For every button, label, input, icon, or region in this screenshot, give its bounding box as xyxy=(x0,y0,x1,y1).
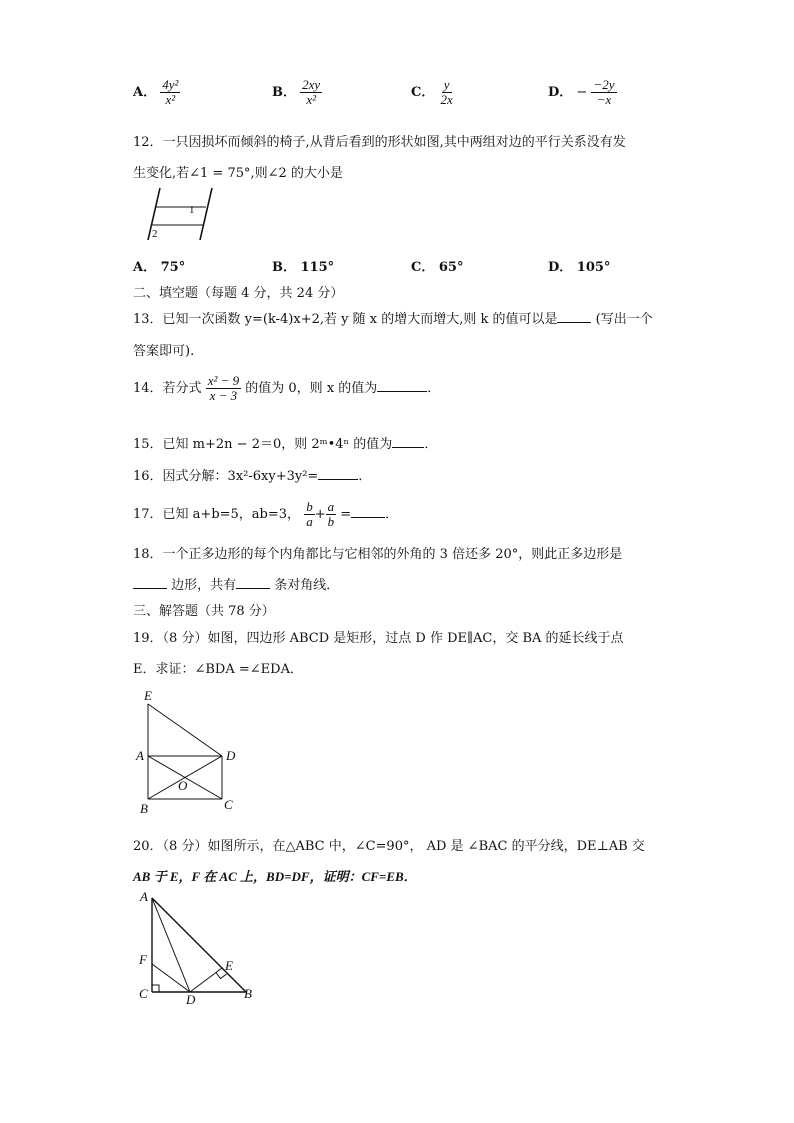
fraction-numerator: a xyxy=(327,499,335,514)
point-label-A: A xyxy=(140,890,148,904)
answer-blank xyxy=(557,310,591,323)
q18-text-b: 条对角线． xyxy=(274,578,340,593)
q12-option-b: B． 115° xyxy=(272,260,335,275)
point-label-C: C xyxy=(224,797,233,812)
q11-option-c xyxy=(411,78,455,107)
answer-blank xyxy=(318,467,358,480)
option-fraction xyxy=(439,78,455,107)
q20-line1: 20．（8 分）如图所示，在△ABC 中，∠C=90°， AD 是 ∠BAC 的平分线，DE⊥AB 交 xyxy=(133,839,645,854)
q16: 16．因式分解：3x²-6xy+3y²= ． xyxy=(133,469,372,484)
option-fraction xyxy=(160,78,180,107)
q11-option-d xyxy=(548,78,617,107)
right-angle-mark-E xyxy=(216,973,227,979)
q17-prefix: 17．已知 a+b=5，ab=3， xyxy=(133,507,301,522)
q14-fraction xyxy=(206,374,241,403)
segment-ED xyxy=(148,704,222,756)
point-label-C: C xyxy=(139,986,148,1001)
equals-sign: = xyxy=(340,507,352,522)
q12-option-d: D． 105° xyxy=(548,260,611,275)
q13-line2: 答案即可). xyxy=(133,344,195,359)
fraction-numerator: b xyxy=(306,499,313,514)
q14-prefix: 14．若分式 xyxy=(133,381,202,396)
angle-2-label: 2 xyxy=(152,228,158,240)
segment-AB xyxy=(152,898,246,992)
point-label-E: E xyxy=(225,958,233,973)
fraction-denominator: x² xyxy=(306,92,316,107)
option-fraction xyxy=(300,78,322,107)
point-label-B: B xyxy=(244,986,252,1001)
fraction-denominator: x − 3 xyxy=(209,388,238,403)
q12-line2: 生变化,若∠1 = 75°,则∠2 的大小是 xyxy=(133,166,343,181)
answer-blank xyxy=(133,576,167,589)
fraction-numerator: y xyxy=(443,77,450,92)
q19-line2: E．求证：∠BDA =∠EDA． xyxy=(133,662,303,677)
answer-blank xyxy=(392,435,424,448)
q13-text: 13．已知一次函数 y=(k-4)x+2,若 y 随 x 的增大而增大,则 k 的值可以是 xyxy=(133,312,558,327)
q13-line1 xyxy=(133,308,653,327)
point-label-D: D xyxy=(226,748,236,763)
point-label-B: B xyxy=(140,801,148,816)
segment-DE xyxy=(190,968,222,992)
q19-line1: 19．（8 分）如图，四边形 ABCD 是矩形，过点 D 作 DE∥AC，交 BA 的延长线于点 xyxy=(133,631,624,646)
q14: 14．若分式 $\frac{\text{x² − 9}}{x - 3}$ 的值为 0，则 x 的值为 ． xyxy=(133,373,441,403)
fraction-numerator: 4y² xyxy=(162,77,179,92)
section-3-heading: 三、解答题（共 78 分） xyxy=(133,604,275,619)
chair-right-leg xyxy=(200,188,212,240)
rectangle-figure xyxy=(134,686,246,818)
q12-option-a: A． 75° xyxy=(133,260,186,275)
fraction-denominator: x² xyxy=(165,92,176,107)
q18-line1: 18．一个正多边形的每个内角都比与它相邻的外角的 3 倍还多 20°，则此正多边形是 xyxy=(133,547,623,562)
q17: 17．已知 a+b=5，ab=3， $\frac{b}{a}$ + $\frac{a}{b}$ = ． xyxy=(133,499,399,529)
q14-suffix: 的值为 0，则 x 的值为 xyxy=(245,381,378,396)
plus-sign: + xyxy=(314,507,326,522)
answer-blank xyxy=(236,576,270,589)
q16-text: 16．因式分解：3x²-6xy+3y²= xyxy=(133,469,319,484)
q12-option-c: C． 65° xyxy=(411,260,464,275)
point-label-F: F xyxy=(139,952,147,967)
triangle-figure xyxy=(136,890,264,1006)
answer-blank xyxy=(377,379,427,392)
fraction-denominator: b xyxy=(327,514,335,529)
point-label-A: A xyxy=(136,748,144,763)
q17-fraction-2 xyxy=(326,500,337,529)
q15-text: 15．已知 m+2n − 2＝0，则 2ᵐ•4ⁿ 的值为 xyxy=(133,437,393,452)
q11-option-a xyxy=(133,78,180,107)
q13-text-tail: (写出一个 xyxy=(595,312,653,327)
section-2-heading: 二、填空题（每题 4 分，共 24 分） xyxy=(133,286,344,301)
right-angle-mark-C xyxy=(152,985,159,992)
fraction-numerator: 2xy xyxy=(302,77,321,92)
point-label-E: E xyxy=(144,688,152,703)
q15: 15．已知 m+2n − 2＝0，则 2ᵐ•4ⁿ 的值为 ． xyxy=(133,437,438,452)
chair-figure xyxy=(140,186,220,242)
option-label: A． xyxy=(133,85,157,100)
fraction-denominator: a xyxy=(306,514,313,529)
minus-sign: − xyxy=(576,85,588,100)
option-fraction xyxy=(591,78,616,107)
q17-fraction-1 xyxy=(304,500,315,529)
point-label-O: O xyxy=(178,778,188,793)
q11-option-b xyxy=(272,78,322,107)
fraction-denominator: −x xyxy=(596,92,612,107)
option-label: B． xyxy=(272,85,296,100)
fraction-denominator: 2x xyxy=(440,92,453,107)
point-label-D: D xyxy=(186,992,196,1006)
q20-line2: AB 于 E，F 在 AC 上，BD=DF，证明：CF=EB． xyxy=(133,869,417,884)
q18-line2 xyxy=(133,574,339,593)
option-label: D． xyxy=(548,85,573,100)
option-label: C． xyxy=(411,85,435,100)
fraction-numerator: −2y xyxy=(593,77,615,92)
q18-text-a: 边形，共有 xyxy=(171,578,237,593)
q12-line1: 12．一只因损坏而倾斜的椅子,从背后看到的形状如图,其中两组对边的平行关系没有发 xyxy=(133,135,626,150)
fraction-numerator: x² − 9 xyxy=(207,373,240,388)
answer-blank xyxy=(351,505,385,518)
angle-1-label: 1 xyxy=(189,204,195,216)
